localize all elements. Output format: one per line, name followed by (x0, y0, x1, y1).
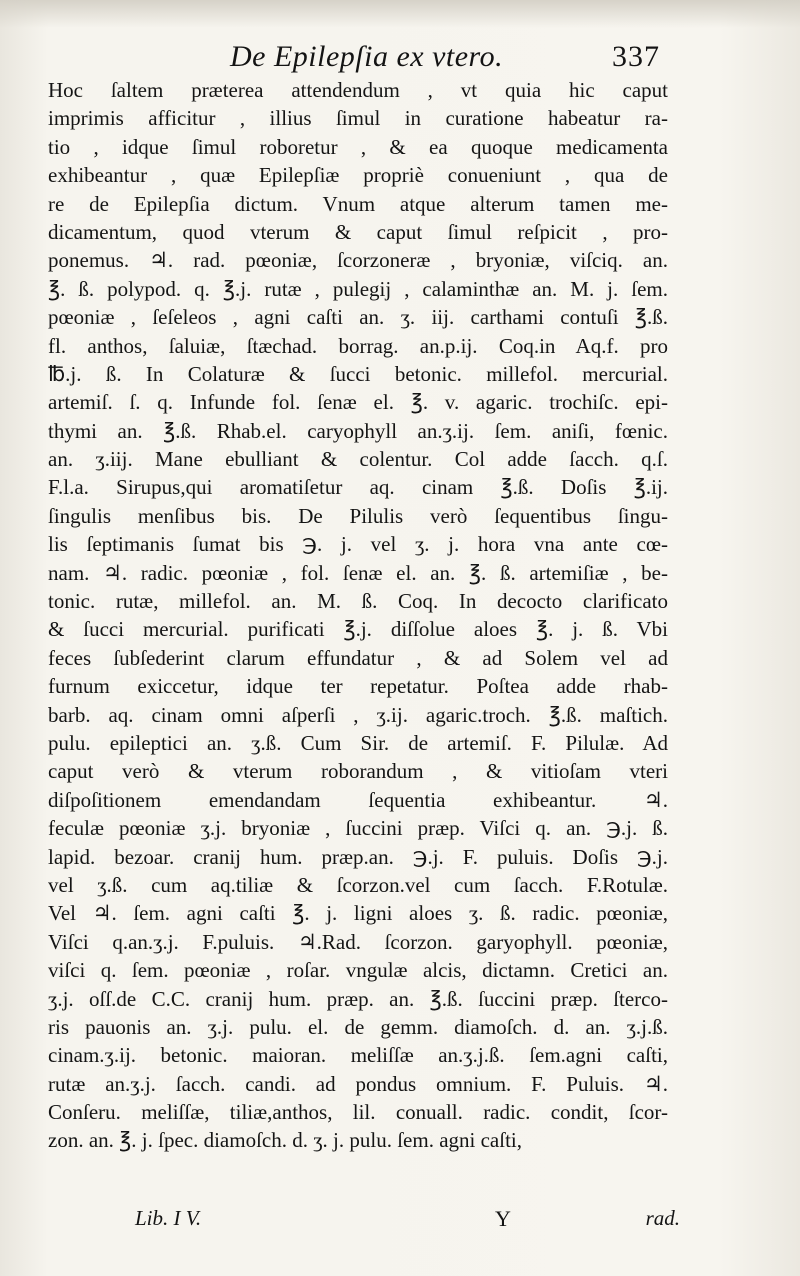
text-line: thymi an. ℥.ß. Rhab.el. caryophyll an.ʒ.ij. ſem. aniſi, fœnic. (48, 418, 668, 443)
text-line: exhibeantur , quæ Epilepſiæ propriè conueniunt , qua de (48, 163, 668, 188)
page-header (230, 40, 660, 80)
text-line: viſci q. ſem. pœoniæ , roſar. vngulæ alcis, dictamn. Cretici an. (48, 958, 668, 983)
text-line: pulu. epileptici an. ʒ.ß. Cum Sir. de artemiſ. F. Pilulæ. Ad (48, 730, 668, 755)
text-line: tonic. rutæ, millefol. an. M. ß. Coq. In decocto clarificato (48, 589, 668, 614)
text-line: & ſucci mercurial. purificati ℥.j. diſſolue aloes ℥. j. ß. Vbi (48, 617, 668, 642)
text-line: feculæ pœoniæ ʒ.j. bryoniæ , ſuccini præp. Viſci q. an. ℈.j. ß. (48, 816, 668, 841)
text-line: ponemus. ♃. rad. pœoniæ, ſcorzoneræ , bryoniæ, viſciq. an. (48, 248, 668, 273)
text-line: caput verò & vterum roborandum , & vitioſam vteri (48, 759, 668, 784)
text-line: Conſeru. meliſſæ, tiliæ,anthos, lil. conuall. radic. condit, ſcor- (48, 1100, 668, 1125)
text-line: artemiſ. ſ. q. Infunde fol. ſenæ el. ℥. v. agaric. trochiſc. epi- (48, 390, 668, 415)
text-line: re de Epilepſia dictum. Vnum atque alterum tamen me- (48, 191, 668, 216)
text-line: ℥. ß. polypod. q. ℥.j. rutæ , pulegij , calaminthæ an. M. j. ſem. (48, 276, 668, 301)
catchword: rad. (645, 1206, 680, 1230)
text-line: Viſci q.an.ʒ.j. F.puluis. ♃.Rad. ſcorzon. garyophyll. pœoniæ, (48, 929, 668, 954)
running-title: De Epilepſia ex vtero. (230, 40, 504, 73)
page-top-edge (0, 0, 800, 28)
text-line: diſpoſitionem emendandam ſequentia exhibeantur. ♃. (48, 787, 668, 812)
text-line: lis ſeptimanis ſumat bis ℈. j. vel ʒ. j. hora vna ante cœ- (48, 532, 668, 557)
text-line: Vel ♃. ſem. agni caſti ℥. j. ligni aloes ʒ. ß. radic. pœoniæ, (48, 901, 668, 926)
text-line: tio , idque ſimul roboretur , & ea quoque medicamenta (48, 134, 668, 159)
signature-mark: Lib. I V. (135, 1206, 202, 1230)
text-line: feces ſubſederint clarum effundatur , & ad Solem vel ad (48, 645, 668, 670)
text-line: ℔.j. ß. In Colaturæ & ſucci betonic. millefol. mercurial. (48, 361, 668, 386)
text-line: nam. ♃. radic. pœoniæ , fol. ſenæ el. an. ℥. ß. artemiſiæ , be- (48, 560, 668, 585)
text-line: pœoniæ , ſeſeleos , agni caſti an. ʒ. iij. carthami contuſi ℥.ß. (48, 305, 668, 330)
body-text (48, 76, 668, 1155)
text-line: vel ʒ.ß. cum aq.tiliæ & ſcorzon.vel cum ſacch. F.Rotulæ. (48, 872, 668, 897)
page-number: 337 (612, 40, 660, 73)
text-line: an. ʒ.iij. Mane ebulliant & colentur. Col adde ſacch. q.ſ. (48, 447, 668, 472)
text-line: dicamentum, quod vterum & caput ſimul reſpicit , pro- (48, 219, 668, 244)
text-line: furnum exiccetur, idque ter repetatur. Poſtea adde rhab- (48, 674, 668, 699)
text-line: ʒ.j. oſſ.de C.C. cranij hum. præp. an. ℥.ß. ſuccini præp. ſterco- (48, 986, 668, 1011)
page-footer (135, 1206, 680, 1240)
text-line: imprimis afficitur , illius ſimul in curatione habeatur ra- (48, 106, 668, 131)
text-line: cinam.ʒ.ij. betonic. maioran. meliſſæ an.ʒ.j.ß. ſem.agni caſti, (48, 1043, 668, 1068)
text-line: Hoc ſaltem præterea attendendum , vt quia hic caput (48, 78, 668, 102)
text-line: F.l.a. Sirupus,qui aromatiſetur aq. cinam ℥.ß. Doſis ℥.ij. (48, 475, 668, 500)
sheet-mark: Y (495, 1206, 511, 1231)
text-line: barb. aq. cinam omni aſperſi , ʒ.ij. agaric.troch. ℥.ß. maſtich. (48, 702, 668, 727)
text-line: rutæ an.ʒ.j. ſacch. candi. ad pondus omnium. F. Puluis. ♃. (48, 1071, 668, 1096)
text-line: ris pauonis an. ʒ.j. pulu. el. de gemm. diamoſch. d. an. ʒ.j.ß. (48, 1014, 668, 1039)
text-line: fl. anthos, ſaluiæ, ſtæchad. borrag. an.p.ij. Coq.in Aq.f. pro (48, 333, 668, 358)
text-line: lapid. bezoar. cranij hum. præp.an. ℈.j. F. puluis. Doſis ℈.j. (48, 844, 668, 869)
text-line: ſingulis menſibus bis. De Pilulis verò ſequentibus ſingu- (48, 503, 668, 528)
text-line: zon. an. ℥. j. ſpec. diamoſch. d. ʒ. j. pulu. ſem. agni caſti, (48, 1128, 523, 1153)
